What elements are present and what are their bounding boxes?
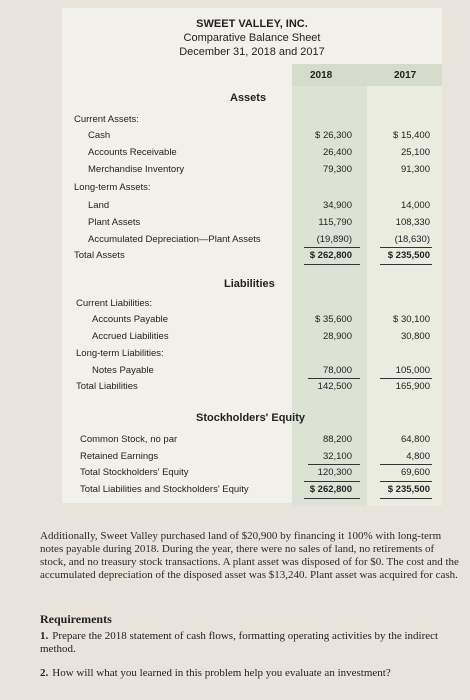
company-name: SWEET VALLEY, INC. [196, 18, 308, 30]
table-row: Retained Earnings 32,100 4,800 [80, 451, 430, 462]
subtotal-rule [380, 464, 432, 465]
table-row: Notes Payable 78,000 105,000 [92, 365, 430, 376]
table-row: Total Stockholders' Equity 120,300 69,600 [80, 467, 430, 478]
longterm-liabilities-heading: Long-term Liabilities: [76, 348, 164, 359]
current-assets-heading: Current Assets: [74, 114, 139, 125]
table-row: Common Stock, no par 88,200 64,800 [80, 434, 430, 445]
statement-date: December 31, 2018 and 2017 [179, 46, 325, 58]
assets-heading: Assets [230, 92, 267, 104]
table-row: Accrued Liabilities 28,900 30,800 [92, 331, 430, 342]
year-2017: 2017 [394, 70, 417, 81]
subtotal-rule [304, 481, 360, 482]
requirements-heading: Requirements [40, 612, 112, 626]
current-liabilities-heading: Current Liabilities: [76, 298, 153, 309]
subtotal-rule [380, 481, 432, 482]
subtotal-rule [380, 247, 432, 248]
total-rule [380, 264, 432, 265]
table-row: Plant Assets 115,790 108,330 [88, 217, 430, 228]
equity-heading: Stockholders' Equity [196, 412, 305, 424]
liabilities-heading: Liabilities [224, 278, 275, 290]
table-row: Land 34,900 14,000 [88, 200, 430, 211]
table-row: Accounts Receivable 26,400 25,100 [88, 147, 430, 158]
table-row: Merchandise Inventory 79,300 91,300 [88, 164, 430, 175]
year-2018: 2018 [310, 70, 333, 81]
total-rule [380, 498, 432, 499]
longterm-assets-heading: Long-term Assets: [74, 182, 151, 193]
subtotal-rule [380, 378, 432, 379]
subtotal-rule [304, 247, 360, 248]
balance-sheet [62, 8, 442, 503]
total-liabilities-row: Total Liabilities 142,500 165,900 [76, 381, 430, 392]
requirement-item: 2. How will what you learned in this problem help you evaluate an investment? [40, 667, 391, 679]
total-rule [304, 264, 360, 265]
table-row: Accumulated Depreciation—Plant Assets (19,890) (18,630) [88, 234, 430, 245]
statement-title: Comparative Balance Sheet [183, 32, 321, 44]
table-row: Cash $ 26,300 $ 15,400 [88, 130, 430, 141]
subtotal-rule [308, 464, 360, 465]
subtotal-rule [308, 378, 360, 379]
total-liabilities-equity-row: Total Liabilities and Stockholders' Equity $ 262,800 $ 235,500 [80, 484, 430, 495]
table-row: Accounts Payable $ 35,600 $ 30,100 [92, 314, 430, 325]
requirement-item: 1. Prepare the 2018 statement of cash flows, formatting operating activities by the indirect method. [40, 630, 439, 655]
total-assets-row: Total Assets $ 262,800 $ 235,500 [74, 250, 430, 261]
problem-paragraph: Additionally, Sweet Valley purchased land of $20,900 by financing it 100% with long-term notes payable during 2018. During the year, there were no sales of land, no retirements of stock, and no treasury stock transactions. A plant asset was disposed of for $0. The cost and the accumulated depreciation of the disposed asset was $13,240. Plant asset was acquired for cash. [40, 530, 459, 581]
total-rule [304, 498, 360, 499]
